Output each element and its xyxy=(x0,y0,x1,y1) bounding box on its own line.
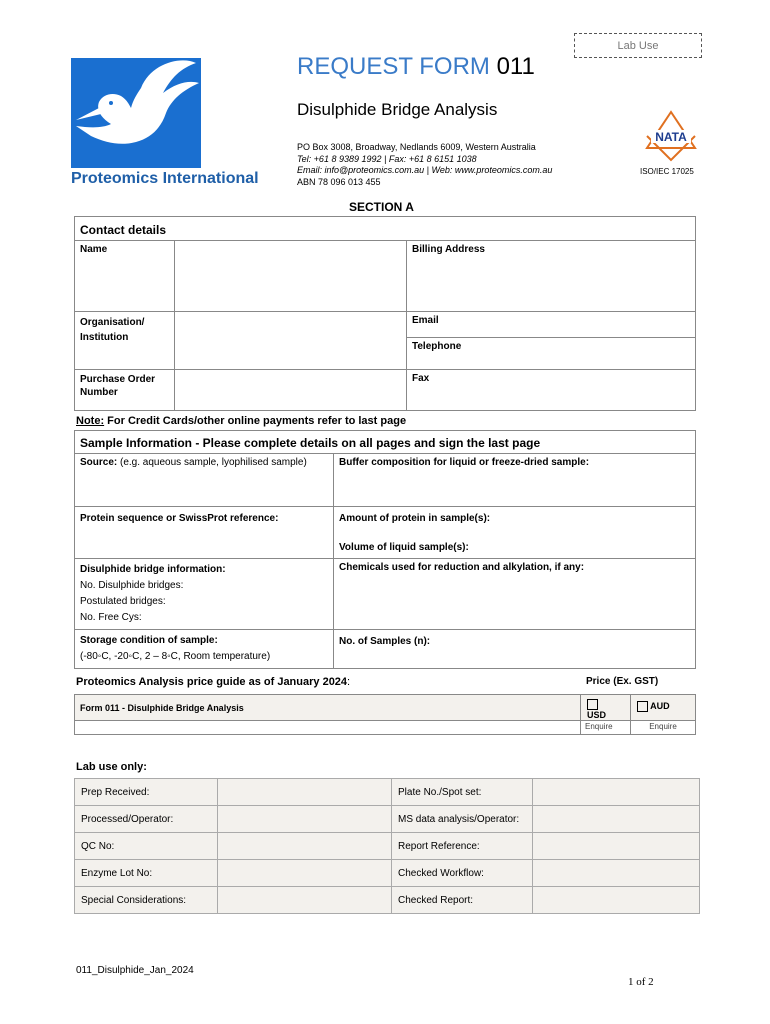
ms-data-label: MS data analysis/Operator: xyxy=(392,806,533,833)
source-field[interactable]: Source: (e.g. aqueous sample, lyophilised sample) xyxy=(75,454,334,507)
usd-checkbox[interactable] xyxy=(587,699,598,710)
organisation-field[interactable] xyxy=(175,312,407,370)
po-number-field[interactable] xyxy=(175,370,407,411)
fax-field[interactable]: Fax xyxy=(407,370,696,411)
plate-no-label: Plate No./Spot set: xyxy=(392,779,533,806)
proteomics-pelican-logo xyxy=(71,58,201,168)
lab-use-table xyxy=(74,778,700,914)
price-row-label: Form 011 - Disulphide Bridge Analysis xyxy=(75,695,581,721)
svg-text:NATA: NATA xyxy=(655,130,687,144)
name-field[interactable] xyxy=(175,241,407,312)
aud-option[interactable]: AUD xyxy=(631,695,696,721)
document-id: 011_Disulphide_Jan_2024 xyxy=(76,965,194,976)
prep-received-field[interactable] xyxy=(218,779,392,806)
report-reference-label: Report Reference: xyxy=(392,833,533,860)
name-label: Name xyxy=(75,241,175,312)
form-title: REQUEST FORM 011 xyxy=(297,53,535,80)
checked-workflow-field[interactable] xyxy=(533,860,700,887)
page-number: 1 of 2 xyxy=(628,976,654,988)
contact-details-header: Contact details xyxy=(75,217,696,241)
prep-received-label: Prep Received: xyxy=(75,779,218,806)
processed-operator-field[interactable] xyxy=(218,806,392,833)
usd-option[interactable]: USD xyxy=(581,695,631,721)
processed-operator-label: Processed/Operator: xyxy=(75,806,218,833)
nata-logo-icon xyxy=(645,110,697,162)
no-samples-field[interactable]: No. of Samples (n): xyxy=(334,630,696,669)
billing-address-field[interactable]: Billing Address xyxy=(407,241,696,312)
checked-workflow-label: Checked Workflow: xyxy=(392,860,533,887)
pelican-logo-icon xyxy=(71,58,201,168)
lab-use-only-title: Lab use only: xyxy=(76,761,147,773)
price-row-spacer xyxy=(75,721,581,735)
checked-report-field[interactable] xyxy=(533,887,700,914)
organisation-label: Organisation/ Institution xyxy=(75,312,175,370)
enzyme-lot-field[interactable] xyxy=(218,860,392,887)
enzyme-lot-label: Enzyme Lot No: xyxy=(75,860,218,887)
chemicals-field[interactable]: Chemicals used for reduction and alkylation, if any: xyxy=(334,559,696,630)
price-label: Price (Ex. GST) xyxy=(586,676,659,687)
plate-no-field[interactable] xyxy=(533,779,700,806)
usd-price: Enquire xyxy=(581,721,631,735)
protein-sequence-field[interactable]: Protein sequence or SwissProt reference: xyxy=(75,507,334,559)
email-field[interactable]: Email xyxy=(407,312,696,338)
sample-info-table xyxy=(74,430,696,669)
brand-name: Proteomics International xyxy=(71,170,259,187)
price-guide-heading: Proteomics Analysis price guide as of January 2024: xyxy=(76,676,351,688)
aud-checkbox[interactable] xyxy=(637,701,648,712)
buffer-field[interactable]: Buffer composition for liquid or freeze-dried sample: xyxy=(334,454,696,507)
contact-details-table xyxy=(74,216,696,411)
special-considerations-field[interactable] xyxy=(218,887,392,914)
section-a-title: SECTION A xyxy=(349,200,414,214)
disulphide-info-field[interactable]: Disulphide bridge information: No. Disulphide bridges: Postulated bridges: No. Free Cys: xyxy=(75,559,334,630)
price-table xyxy=(74,694,696,735)
lab-use-box: Lab Use xyxy=(574,33,702,58)
qc-no-label: QC No: xyxy=(75,833,218,860)
telephone-field[interactable]: Telephone xyxy=(407,338,696,370)
aud-price: Enquire xyxy=(631,721,696,735)
payment-note: Note: For Credit Cards/other online payments refer to last page xyxy=(76,415,407,427)
nata-logo xyxy=(645,110,697,162)
form-subtitle: Disulphide Bridge Analysis xyxy=(297,100,498,119)
qc-no-field[interactable] xyxy=(218,833,392,860)
sample-info-header: Sample Information - Please complete details on all pages and sign the last page xyxy=(75,431,696,454)
storage-field[interactable]: Storage condition of sample: (-80◦C, -20◦C, 2 – 8◦C, Room temperature) xyxy=(75,630,334,669)
report-reference-field[interactable] xyxy=(533,833,700,860)
amount-field[interactable]: Amount of protein in sample(s): Volume of liquid sample(s): xyxy=(334,507,696,559)
checked-report-label: Checked Report: xyxy=(392,887,533,914)
special-considerations-label: Special Considerations: xyxy=(75,887,218,914)
nata-label: ISO/IEC 17025 xyxy=(640,167,694,176)
po-number-label: Purchase Order Number xyxy=(75,370,175,411)
contact-address: PO Box 3008, Broadway, Nedlands 6009, Western Australia Tel: +61 8 9389 1992 | Fax: +61 8 6151 1038 Email: info@proteomics.com.au | Web: www.proteomics.com.au ABN 78 096 013 455 xyxy=(297,142,553,187)
ms-data-field[interactable] xyxy=(533,806,700,833)
